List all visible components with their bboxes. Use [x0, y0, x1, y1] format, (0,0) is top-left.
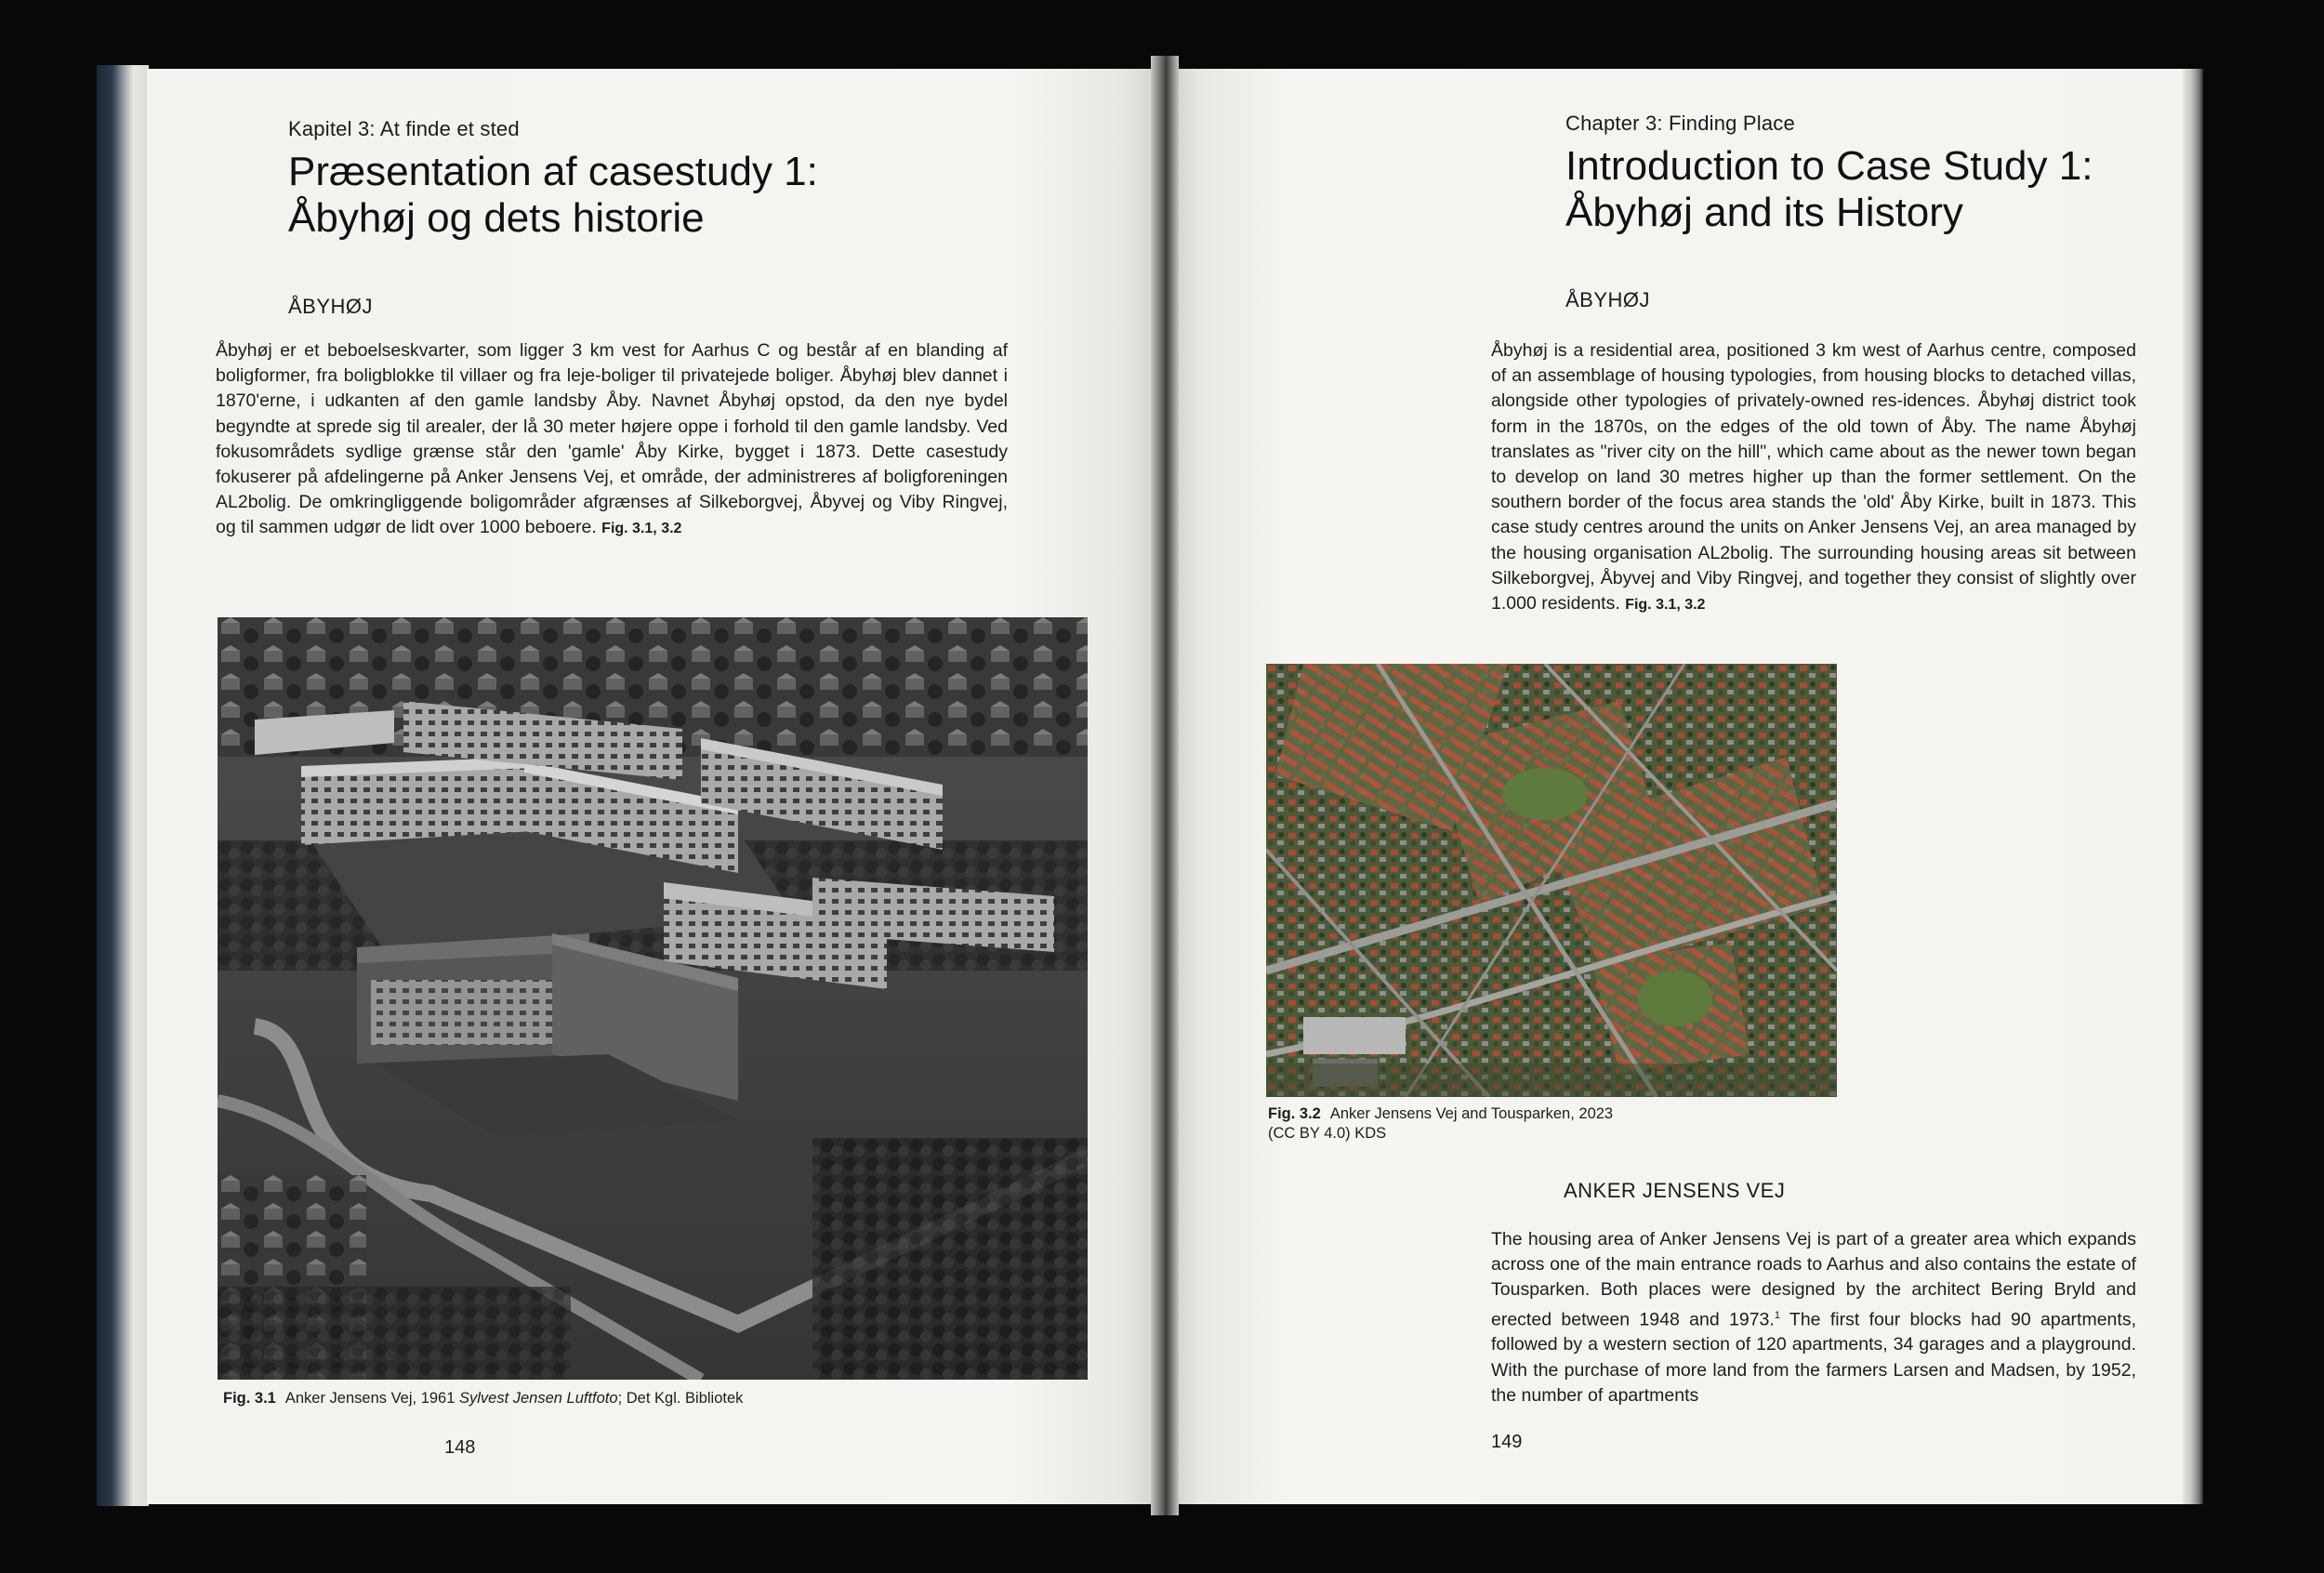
footnote-marker: 1	[1774, 1309, 1780, 1321]
title-line-2: Åbyhøj og dets historie	[288, 195, 705, 241]
section-heading: ÅBYHØJ	[288, 295, 374, 318]
caption-license: (CC BY 4.0) KDS	[1268, 1125, 1387, 1142]
section-heading-2: ANKER JENSENS VEJ	[1564, 1179, 1786, 1202]
body-paragraph: Åbyhøj er et beboelseskvarter, som ligger 3 km vest for Aarhus C og består af en blanding af boligformer, fra boligblokke til villaer og fra leje-boliger til privatejede boliger. Åbyhøj blev dannet i 1870'erne, i udkanten af den gamle landsby Åby. Navnet Åbyhøj opstod, da den nye bydel begyndte at sprede sig til arealer, der lå 30 meter højere oppe i forhold til den gamle landsby. Ved fokusområdets sydlige grænse står den 'gamle' Åby Kirke, bygget i 1873. Dette casestudy fokuserer på afdelingerne på Anker Jensens Vej, et område, der administreres af boligforeningen AL2bolig. De omkringliggende boligområder afgrænses af Silkeborgvej, Åbyvej og Viby Ringvej, og til sammen udgør de lidt over 1000 beboere.	[216, 340, 1008, 538]
caption-text: Anker Jensens Vej, 1961	[284, 1390, 459, 1407]
aerial-photo-1961	[218, 617, 1088, 1380]
page-edge-right	[2183, 69, 2203, 1504]
body-paragraph-2: The housing area of Anker Jensens Vej is part of a greater area which expands across one of the main entrance roads to Aarhus and also contains the estate of Tousparken. Both places were designed by the architect Bering Bryld and erected between 1948 and 1973.	[1491, 1229, 2136, 1330]
figure-label: Fig. 3.2	[1268, 1105, 1321, 1122]
page-number: 149	[1491, 1432, 1523, 1452]
right-page	[1169, 69, 2183, 1504]
chapter-heading: Kapitel 3: At finde et sted	[288, 117, 520, 140]
body-paragraph: Åbyhøj is a residential area, positioned 3 km west of Aarhus centre, composed of an assemblage of housing typologies, from housing blocks to detached villas, alongside other typologies of privately-owned res-idences. Åbyhøj district took form in the 1870s, on the edges of the old town of Åby. The name Åbyhøj translates as "river city on the hill", which came about as the newer town began to develop on land 30 metres higher up than the former settlement. On the southern border of the focus area stands the 'old' Åby Kirke, built in 1873. This case study centres around the units on Anker Jensens Vej, an area managed by the housing organisation AL2bolig. The surrounding housing areas sit between Silkeborgvej, Åbyvej and Viby Ringvej, and together they consist of slightly over 1.000 residents.	[1491, 340, 2136, 615]
body-text-2	[1491, 1227, 2136, 1408]
section-heading: ÅBYHØJ	[1565, 288, 1651, 311]
figure-caption	[1268, 1104, 1613, 1143]
body-paragraph-2-cont: The first four blocks had 90 apartments, followed by a western section of 120 apartments, 34 garages and a playground. With the purchase of more land from the farmers Larsen and Madsen, by 1952, the number of apartments	[1491, 1309, 2136, 1406]
page-number: 148	[444, 1437, 476, 1458]
page-title	[1565, 143, 2093, 236]
figure-reference: Fig. 3.1, 3.2	[601, 521, 682, 537]
title-line-1: Introduction to Case Study 1:	[1565, 143, 2093, 189]
book-gutter	[1151, 56, 1179, 1515]
caption-text: Anker Jensens Vej and Tousparken, 2023	[1329, 1105, 1614, 1122]
caption-photographer: Sylvest Jensen Luftfoto	[458, 1390, 618, 1407]
aerial-photo-2023	[1266, 664, 1837, 1097]
chapter-heading: Chapter 3: Finding Place	[1565, 112, 1795, 135]
title-line-1: Præsentation af casestudy 1:	[288, 149, 818, 194]
body-text	[216, 338, 1008, 542]
title-line-2: Åbyhøj and its History	[1565, 190, 1963, 235]
left-page	[147, 69, 1160, 1504]
figure-label: Fig. 3.1	[223, 1390, 276, 1407]
page-title	[288, 149, 818, 242]
page-edge-left	[97, 65, 149, 1506]
caption-source: ; Det Kgl. Bibliotek	[617, 1390, 744, 1407]
figure-reference: Fig. 3.1, 3.2	[1625, 597, 1706, 614]
figure-caption	[223, 1389, 743, 1408]
body-text	[1491, 338, 2136, 617]
